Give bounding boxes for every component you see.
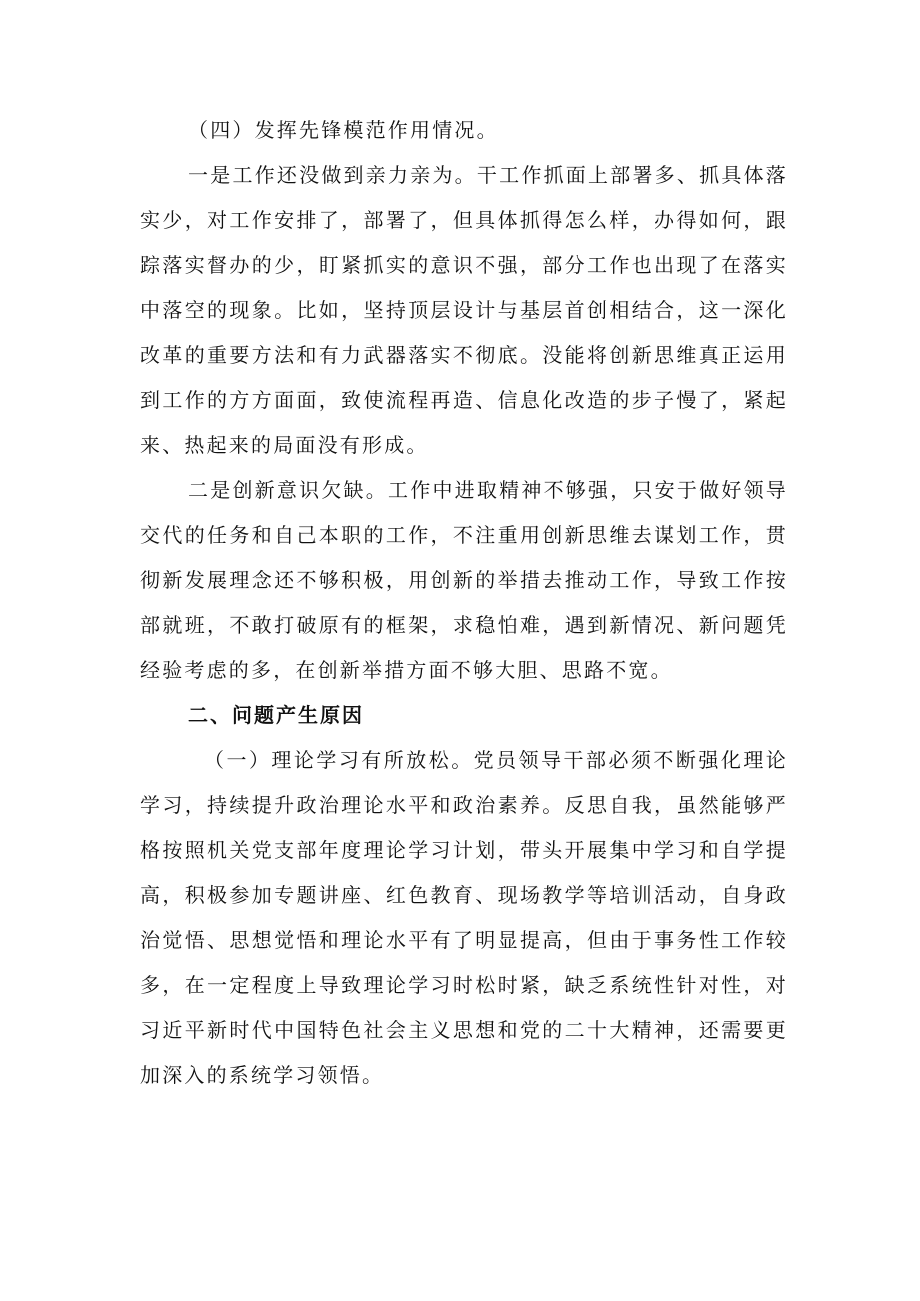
paragraph-theory-study: （一）理论学习有所放松。党员领导干部必须不断强化理论学习，持续提升政治理论水平和政治素养。反思自我，虽然能够严格按照机关党支部年度理论学习计划，带头开展集中学习和自学提高，积极参加专题讲座、红色教育、现场教学等培训活动，自身政治觉悟、思想觉悟和理论水平有了明显提高，但由于事务性工作较多，在一定程度上导致理论学习时松时紧，缺乏系统性针对性，对习近平新时代中国特色社会主义思想和党的二十大精神，还需要更加深入的系统学习领悟。 — [140, 748, 788, 1087]
document-body — [140, 108, 788, 1098]
paragraph-work-not-hands-on: 一是工作还没做到亲力亲为。干工作抓面上部署多、抓具体落实少，对工作安排了，部署了，但具体抓得怎么样，办得如何，跟踪落实督办的少，盯紧抓实的意识不强，部分工作也出现了在落实中落空的现象。比如，坚持顶层设计与基层首创相结合，这一深化改革的重要方法和有力武器落实不彻底。没能将创新思维真正运用到工作的方方面面，致使流程再造、信息化改造的步子慢了，紧起来、热起来的局面没有形成。 — [140, 163, 788, 457]
subsection-heading: （四）发挥先锋模范作用情况。 — [188, 118, 499, 142]
section-heading-causes: 二、问题产生原因 — [188, 703, 364, 727]
paragraph-lack-of-innovation: 二是创新意识欠缺。工作中进取精神不够强，只安于做好领导交代的任务和自己本职的工作，不注重用创新思维去谋划工作，贯彻新发展理念还不够积极，用创新的举措去推动工作，导致工作按部就班，不敢打破原有的框架，求稳怕难，遇到新情况、新问题凭经验考虑的多，在创新举措方面不够大胆、思路不宽。 — [140, 478, 788, 682]
